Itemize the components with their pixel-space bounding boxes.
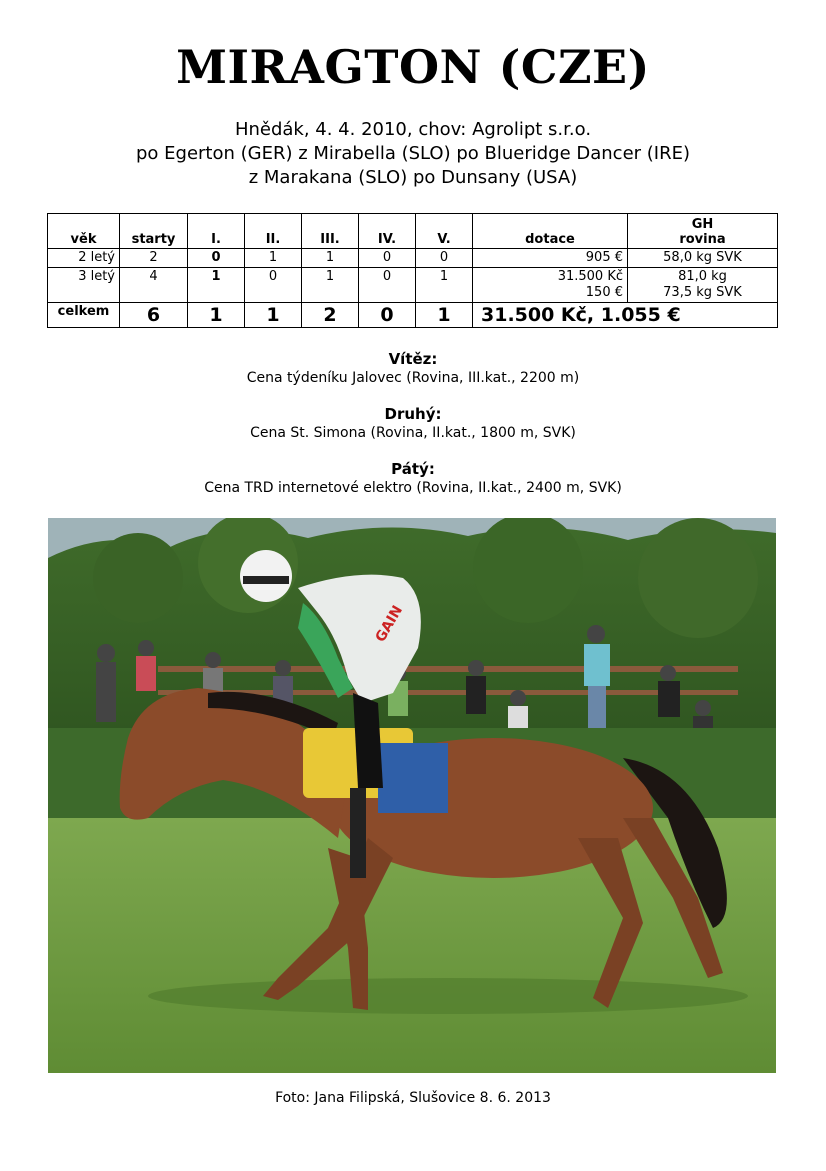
result-second [0, 404, 826, 459]
fence-rail [158, 666, 738, 672]
header-place-1: I. [188, 214, 245, 249]
row-place-2: 0 [245, 268, 302, 303]
horse-shadow [148, 978, 748, 1014]
horse-title: MIRAGTON (CZE) [176, 40, 650, 94]
row-gh [628, 268, 778, 303]
row-age: 2 letý [48, 249, 120, 268]
row-money [473, 249, 628, 268]
total-place-2: 1 [245, 303, 302, 328]
silks-text: GAIN [372, 602, 407, 645]
table-total-row [48, 303, 778, 328]
row-gh-line1: 81,0 kg [678, 269, 727, 284]
header-gh-line2: rovina [679, 232, 726, 247]
total-place-4: 0 [359, 303, 416, 328]
result-heading: Pátý: [391, 460, 435, 478]
info-line-3: z Marakana (SLO) po Dunsany (USA) [248, 167, 578, 188]
saddle-number-cloth [378, 743, 448, 813]
row-age: 3 letý [48, 268, 120, 303]
tree [93, 533, 183, 623]
total-place-3: 2 [302, 303, 359, 328]
row-place-2: 1 [245, 249, 302, 268]
table-header-row [48, 214, 778, 249]
header-place-3: III. [302, 214, 359, 249]
row-place-4: 0 [359, 249, 416, 268]
header-starts: starty [120, 214, 188, 249]
result-winner [0, 349, 826, 404]
helmet-band [243, 576, 289, 584]
tree [638, 518, 758, 638]
header-gh-line1: GH [691, 217, 714, 232]
total-starts: 6 [120, 303, 188, 328]
horse-photo-illustration [48, 518, 776, 1073]
result-race: Cena TRD internetové elektro (Rovina, II.kat., 2400 m, SVK) [204, 480, 622, 496]
photo-caption: Foto: Jana Filipská, Slušovice 8. 6. 2013 [275, 1090, 551, 1106]
row-place-5: 0 [416, 249, 473, 268]
tree [473, 518, 583, 623]
girth [350, 788, 366, 878]
total-place-1: 1 [188, 303, 245, 328]
header-money: dotace [473, 214, 628, 249]
header-gh [628, 214, 778, 249]
result-fifth [0, 459, 826, 514]
row-starts: 2 [120, 249, 188, 268]
row-money-line1: 905 € [585, 250, 623, 265]
results-list [0, 349, 826, 514]
row-gh [628, 249, 778, 268]
result-heading: Druhý: [384, 405, 442, 423]
table-row [48, 268, 778, 303]
race-stats-table [47, 213, 778, 328]
header-place-2: II. [245, 214, 302, 249]
result-race: Cena St. Simona (Rovina, II.kat., 1800 m, SVK) [250, 425, 576, 441]
row-starts: 4 [120, 268, 188, 303]
race-photo [48, 518, 776, 1073]
table-row [48, 249, 778, 268]
row-place-1: 0 [188, 249, 245, 268]
row-money-line1: 31.500 Kč [557, 269, 623, 284]
result-race: Cena týdeníku Jalovec (Rovina, III.kat., 2200 m) [246, 370, 580, 386]
row-gh-line1: 58,0 kg SVK [663, 250, 742, 265]
header-place-5: V. [416, 214, 473, 249]
row-money [473, 268, 628, 303]
total-label: celkem [48, 303, 120, 328]
info-line-1: Hnědák, 4. 4. 2010, chov: Agrolipt s.r.o. [234, 119, 592, 140]
row-place-1: 1 [188, 268, 245, 303]
header-place-4: IV. [359, 214, 416, 249]
row-place-5: 1 [416, 268, 473, 303]
row-place-3: 1 [302, 268, 359, 303]
row-money-line2: 150 € [585, 285, 623, 300]
header-age: věk [48, 214, 120, 249]
total-place-5: 1 [416, 303, 473, 328]
total-money: 31.500 Kč, 1.055 € [473, 303, 778, 328]
row-gh-line2: 73,5 kg SVK [663, 285, 742, 300]
row-place-3: 1 [302, 249, 359, 268]
pedigree-info [0, 118, 826, 190]
result-heading: Vítěz: [388, 350, 438, 368]
info-line-2: po Egerton (GER) z Mirabella (SLO) po Blueridge Dancer (IRE) [135, 143, 691, 164]
row-place-4: 0 [359, 268, 416, 303]
